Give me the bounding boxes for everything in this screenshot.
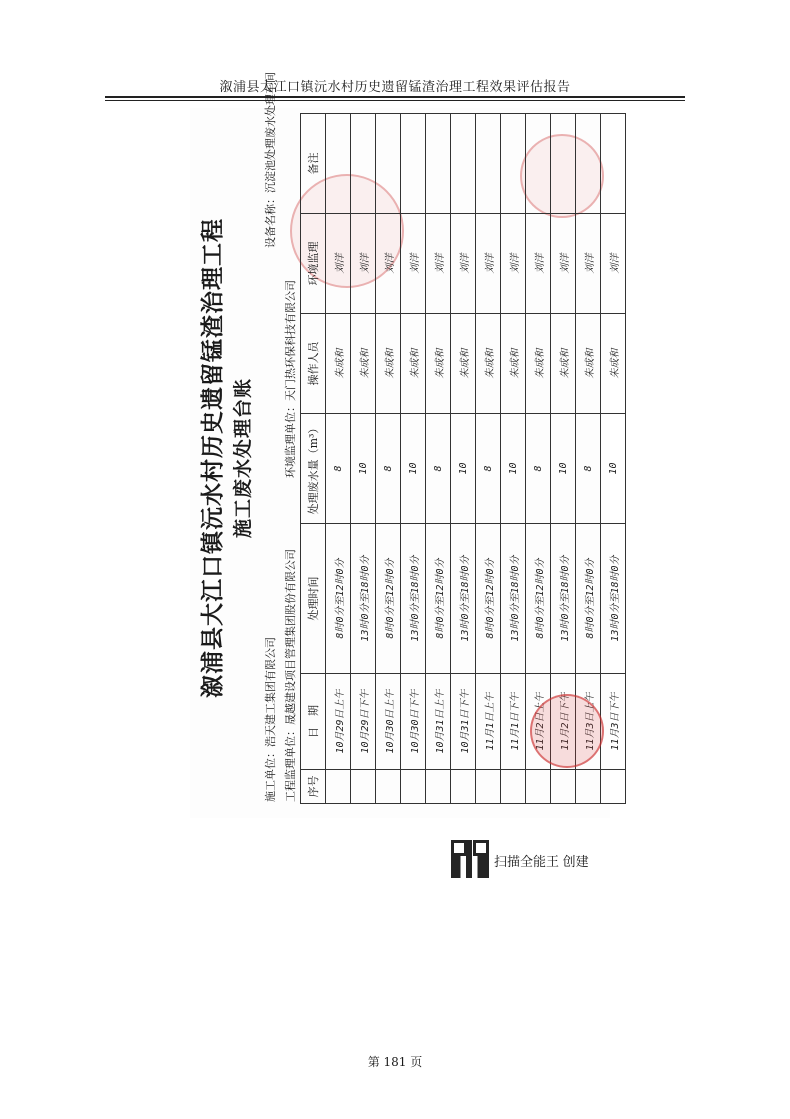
row-note — [326, 114, 351, 214]
col-header-date: 日 期 — [301, 674, 326, 770]
row-operator: 朱成和 — [576, 314, 601, 414]
row-volume: 10 — [601, 414, 626, 524]
row-no — [326, 770, 351, 804]
row-note — [526, 114, 551, 214]
row-volume: 10 — [501, 414, 526, 524]
row-time: 13时0分至18时0分 — [601, 524, 626, 674]
table-row — [376, 114, 401, 804]
row-supervisor: 刘洋 — [526, 214, 551, 314]
row-no — [601, 770, 626, 804]
row-no — [351, 770, 376, 804]
row-note — [551, 114, 576, 214]
row-note — [576, 114, 601, 214]
table-header-row — [301, 114, 326, 804]
page-number: 第 181 页 — [367, 1055, 423, 1069]
row-supervisor: 刘洋 — [551, 214, 576, 314]
row-time: 8时0分至12时0分 — [526, 524, 551, 674]
row-volume: 8 — [426, 414, 451, 524]
row-supervisor: 刘洋 — [451, 214, 476, 314]
row-no — [476, 770, 501, 804]
row-volume: 8 — [476, 414, 501, 524]
header-rule-thin — [105, 100, 685, 101]
row-operator: 朱成和 — [401, 314, 426, 414]
row-operator: 朱成和 — [501, 314, 526, 414]
row-time: 13时0分至18时0分 — [451, 524, 476, 674]
row-no — [376, 770, 401, 804]
table-row — [351, 114, 376, 804]
report-header-title: 溆浦县大江口镇沅水村历史遗留锰渣治理工程效果评估报告 — [219, 80, 571, 95]
row-note — [476, 114, 501, 214]
row-note — [351, 114, 376, 214]
row-note — [501, 114, 526, 214]
row-supervisor: 刘洋 — [576, 214, 601, 314]
ledger-subtitle: 施工废水处理台账 — [232, 378, 254, 539]
row-supervisor: 刘洋 — [351, 214, 376, 314]
row-date: 11月1日下午 — [501, 674, 526, 770]
row-operator: 朱成和 — [551, 314, 576, 414]
row-operator: 朱成和 — [376, 314, 401, 414]
col-header-operator: 操作人员 — [301, 314, 326, 414]
row-no — [576, 770, 601, 804]
table-row — [451, 114, 476, 804]
row-no — [526, 770, 551, 804]
row-note — [401, 114, 426, 214]
row-operator: 朱成和 — [351, 314, 376, 414]
col-header-time: 处理时间 — [301, 524, 326, 674]
row-note — [426, 114, 451, 214]
row-date: 10月29日下午 — [351, 674, 376, 770]
qr-code-icon — [451, 840, 489, 878]
row-no — [401, 770, 426, 804]
row-time: 13时0分至18时0分 — [501, 524, 526, 674]
supervision-unit: 工程监理单位：晟越建设项目管理集团股份有限公司 — [284, 549, 297, 802]
env-supervision-unit: 环境监理单位：天门热环保科技有限公司 — [284, 280, 297, 478]
row-volume: 10 — [351, 414, 376, 524]
row-volume: 8 — [376, 414, 401, 524]
row-time: 8时0分至12时0分 — [326, 524, 351, 674]
row-time: 8时0分至12时0分 — [476, 524, 501, 674]
table-row — [501, 114, 526, 804]
header-rule — [105, 96, 685, 98]
row-operator: 朱成和 — [601, 314, 626, 414]
row-date: 10月30日下午 — [401, 674, 426, 770]
row-note — [601, 114, 626, 214]
row-volume: 8 — [326, 414, 351, 524]
row-operator: 朱成和 — [451, 314, 476, 414]
row-date: 10月30日上午 — [376, 674, 401, 770]
table-row — [426, 114, 451, 804]
scanner-watermark-text: 扫描全能王 创建 — [494, 854, 589, 869]
row-date: 11月3日下午 — [601, 674, 626, 770]
row-time: 13时0分至18时0分 — [551, 524, 576, 674]
row-time: 8时0分至12时0分 — [576, 524, 601, 674]
row-note — [376, 114, 401, 214]
row-operator: 朱成和 — [326, 314, 351, 414]
row-supervisor: 刘洋 — [476, 214, 501, 314]
row-operator: 朱成和 — [426, 314, 451, 414]
col-header-no: 序号 — [301, 770, 326, 804]
row-date: 11月3日上午 — [576, 674, 601, 770]
row-note — [451, 114, 476, 214]
row-supervisor: 刘洋 — [326, 214, 351, 314]
table-row — [601, 114, 626, 804]
row-supervisor: 刘洋 — [426, 214, 451, 314]
col-header-volume: 处理废水量（m³） — [301, 414, 326, 524]
row-volume: 10 — [401, 414, 426, 524]
row-volume: 8 — [526, 414, 551, 524]
red-seal-stamp — [530, 694, 604, 768]
col-header-note: 备注 — [301, 114, 326, 214]
row-date: 11月2日下午 — [551, 674, 576, 770]
table-row — [326, 114, 351, 804]
row-date: 11月1日上午 — [476, 674, 501, 770]
row-date: 10月31日下午 — [451, 674, 476, 770]
row-time: 8时0分至12时0分 — [376, 524, 401, 674]
row-time: 13时0分至18时0分 — [401, 524, 426, 674]
table-row — [476, 114, 501, 804]
row-no — [501, 770, 526, 804]
row-supervisor: 刘洋 — [376, 214, 401, 314]
ledger-title: 溆浦县大江口镇沅水村历史遗留锰渣治理工程 — [199, 218, 226, 698]
row-volume: 8 — [576, 414, 601, 524]
row-operator: 朱成和 — [476, 314, 501, 414]
row-time: 13时0分至18时0分 — [351, 524, 376, 674]
row-date: 11月2日上午 — [526, 674, 551, 770]
row-no — [451, 770, 476, 804]
row-time: 8时0分至12时0分 — [426, 524, 451, 674]
row-operator: 朱成和 — [526, 314, 551, 414]
equipment-name: 设备名称：沉淀池处理废水处理车间 — [264, 72, 277, 248]
row-supervisor: 刘洋 — [401, 214, 426, 314]
row-supervisor: 刘洋 — [601, 214, 626, 314]
row-no — [426, 770, 451, 804]
row-date: 10月29日上午 — [326, 674, 351, 770]
row-date: 10月31日上午 — [426, 674, 451, 770]
construction-unit: 施工单位：浩天建工集团有限公司 — [264, 637, 277, 802]
row-no — [551, 770, 576, 804]
row-volume: 10 — [551, 414, 576, 524]
col-header-supervisor: 环境监理 — [301, 214, 326, 314]
table-row — [401, 114, 426, 804]
row-volume: 10 — [451, 414, 476, 524]
row-supervisor: 刘洋 — [501, 214, 526, 314]
